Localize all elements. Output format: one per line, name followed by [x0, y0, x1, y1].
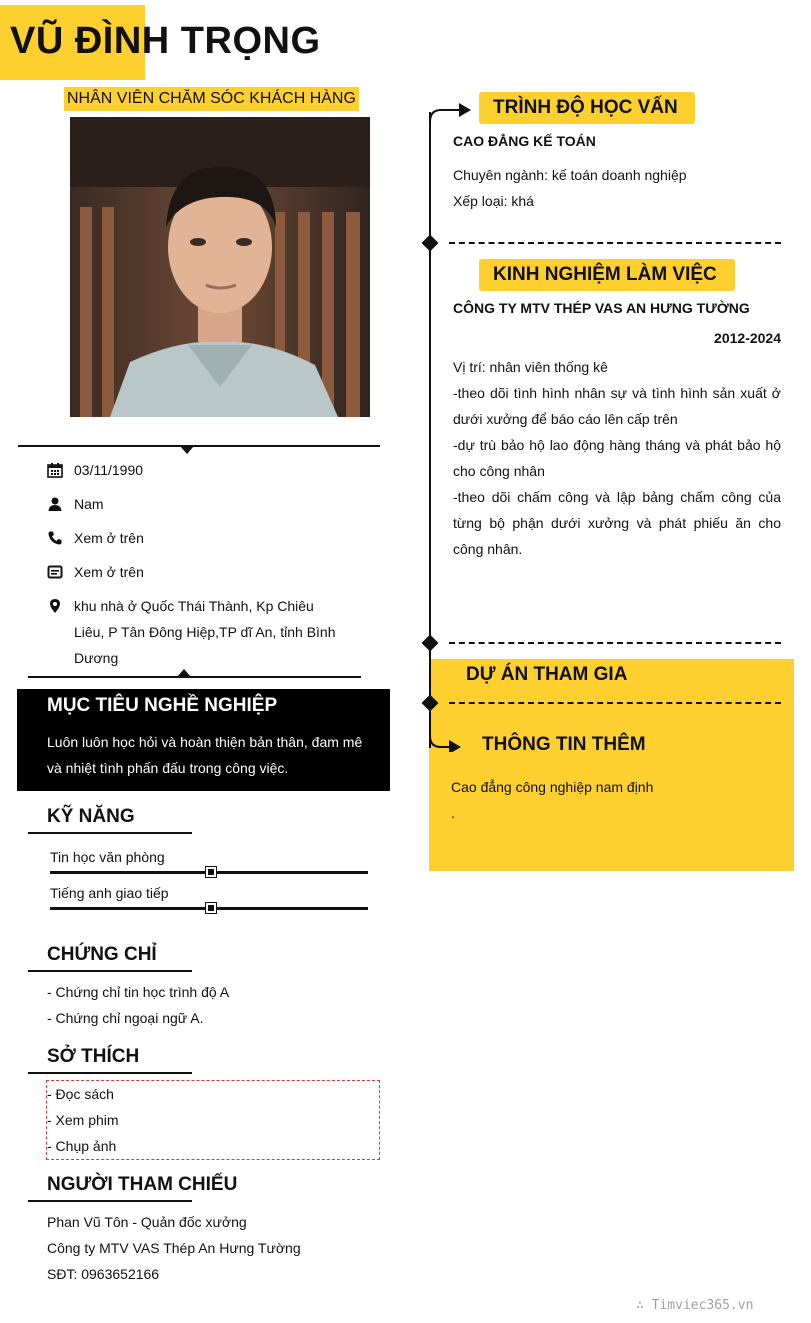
certificate-item: - Chứng chỉ ngoại ngữ A.: [47, 1010, 204, 1026]
education-rank: Xếp loại: khá: [453, 193, 534, 209]
objective-box: [17, 689, 390, 791]
timeline-arrow-icon: [429, 100, 473, 124]
birthday-value: 03/11/1990: [74, 462, 144, 478]
education-major: Chuyên ngành: kế toán doanh nghiệp: [453, 167, 687, 183]
candidate-name: VŨ ĐÌNH TRỌNG: [10, 20, 321, 62]
hobby-item: - Xem phim: [47, 1112, 119, 1128]
address-value: khu nhà ở Quốc Thái Thành, Kp Chiêu Liêu, P Tân Đông Hiệp,TP dĩ An, tỉnh Bình Dương: [74, 598, 336, 666]
hobbies-title: SỞ THÍCH: [47, 1046, 140, 1067]
extra-info-panel: [429, 659, 794, 871]
reference-line: SĐT: 0963652166: [47, 1266, 160, 1282]
projects-title: DỰ ÁN THAM GIA: [466, 664, 628, 685]
certificates-underline: [28, 970, 192, 972]
divider-line: [28, 676, 361, 678]
objective-title: MỤC TIÊU NGHỀ NGHIỆP: [47, 695, 278, 716]
timeline-diamond: [422, 235, 439, 252]
divider-line: [18, 445, 380, 447]
skill-level-marker: [206, 903, 216, 913]
education-title: TRÌNH ĐỘ HỌC VẤN: [493, 97, 678, 118]
timeline-dashed-separator: [449, 242, 781, 244]
extra-info-dot: .: [451, 805, 455, 821]
job-title: NHÂN VIÊN CHĂM SÓC KHÁCH HÀNG: [64, 87, 359, 111]
experience-period: 2012-2024: [714, 330, 781, 346]
skills-title: KỸ NĂNG: [47, 806, 135, 827]
calendar-icon: [47, 462, 63, 478]
map-pin-icon: [47, 598, 63, 614]
phone-value: Xem ở trên: [74, 530, 144, 546]
divider-arrow: [177, 669, 191, 677]
certificates-title: CHỨNG CHỈ: [47, 944, 157, 965]
experience-duty: -theo dõi tình hình nhân sự và tình hình sản xuất ở dưới xưởng để báo cáo lên cấp trên: [453, 385, 781, 427]
hobby-item: - Đọc sách: [47, 1086, 114, 1102]
certificate-item: - Chứng chỉ tin học trình độ A: [47, 984, 230, 1000]
email-value: Xem ở trên: [74, 564, 144, 580]
envelope-icon: [47, 564, 63, 580]
skills-underline: [28, 832, 192, 834]
reference-line: Phan Vũ Tôn - Quản đốc xưởng: [47, 1214, 247, 1230]
experience-duty: -theo dõi chấm công và lập bảng chấm công của từng bộ phận dưới xưởng và phát phiếu ăn cho công nhân.: [453, 489, 781, 557]
watermark: ∴ Timviec365.vn: [636, 1298, 754, 1313]
user-icon: [47, 496, 63, 512]
extra-info-text: Cao đẳng công nghiệp nam định: [451, 779, 654, 795]
skill-level-marker: [206, 867, 216, 877]
hobby-item: - Chụp ảnh: [47, 1138, 117, 1154]
timeline-line: [429, 112, 431, 748]
references-underline: [28, 1200, 192, 1202]
gender-value: Nam: [74, 496, 104, 512]
timeline-dashed-separator: [449, 702, 781, 704]
divider-arrow: [180, 446, 194, 454]
objective-text: Luôn luôn học hỏi và hoàn thiện bản thân, đam mê và nhiệt tình phấn đấu trong công việc.: [47, 734, 363, 776]
hobbies-underline: [28, 1072, 192, 1074]
experience-company: CÔNG TY MTV THÉP VAS AN HƯNG TƯỜNG: [453, 300, 750, 316]
skill-label: Tin học văn phòng: [50, 849, 165, 865]
extra-info-title: THÔNG TIN THÊM: [482, 734, 646, 755]
experience-title: KINH NGHIỆM LÀM VIỆC: [493, 264, 717, 285]
experience-duty: -dự trù bảo hộ lao động hàng tháng và phát bảo hộ cho công nhân: [453, 437, 781, 479]
education-school: CAO ĐẲNG KẾ TOÁN: [453, 133, 596, 149]
timeline-diamond: [422, 635, 439, 652]
timeline-dashed-separator: [449, 642, 781, 644]
reference-line: Công ty MTV VAS Thép An Hưng Tường: [47, 1240, 301, 1256]
profile-photo: [70, 117, 370, 417]
timeline-arrow-icon: [429, 722, 463, 752]
phone-icon: [47, 530, 63, 546]
skill-label: Tiếng anh giao tiếp: [50, 885, 169, 901]
references-title: NGƯỜI THAM CHIẾU: [47, 1174, 238, 1195]
experience-position: Vị trí: nhân viên thống kê: [453, 359, 608, 375]
